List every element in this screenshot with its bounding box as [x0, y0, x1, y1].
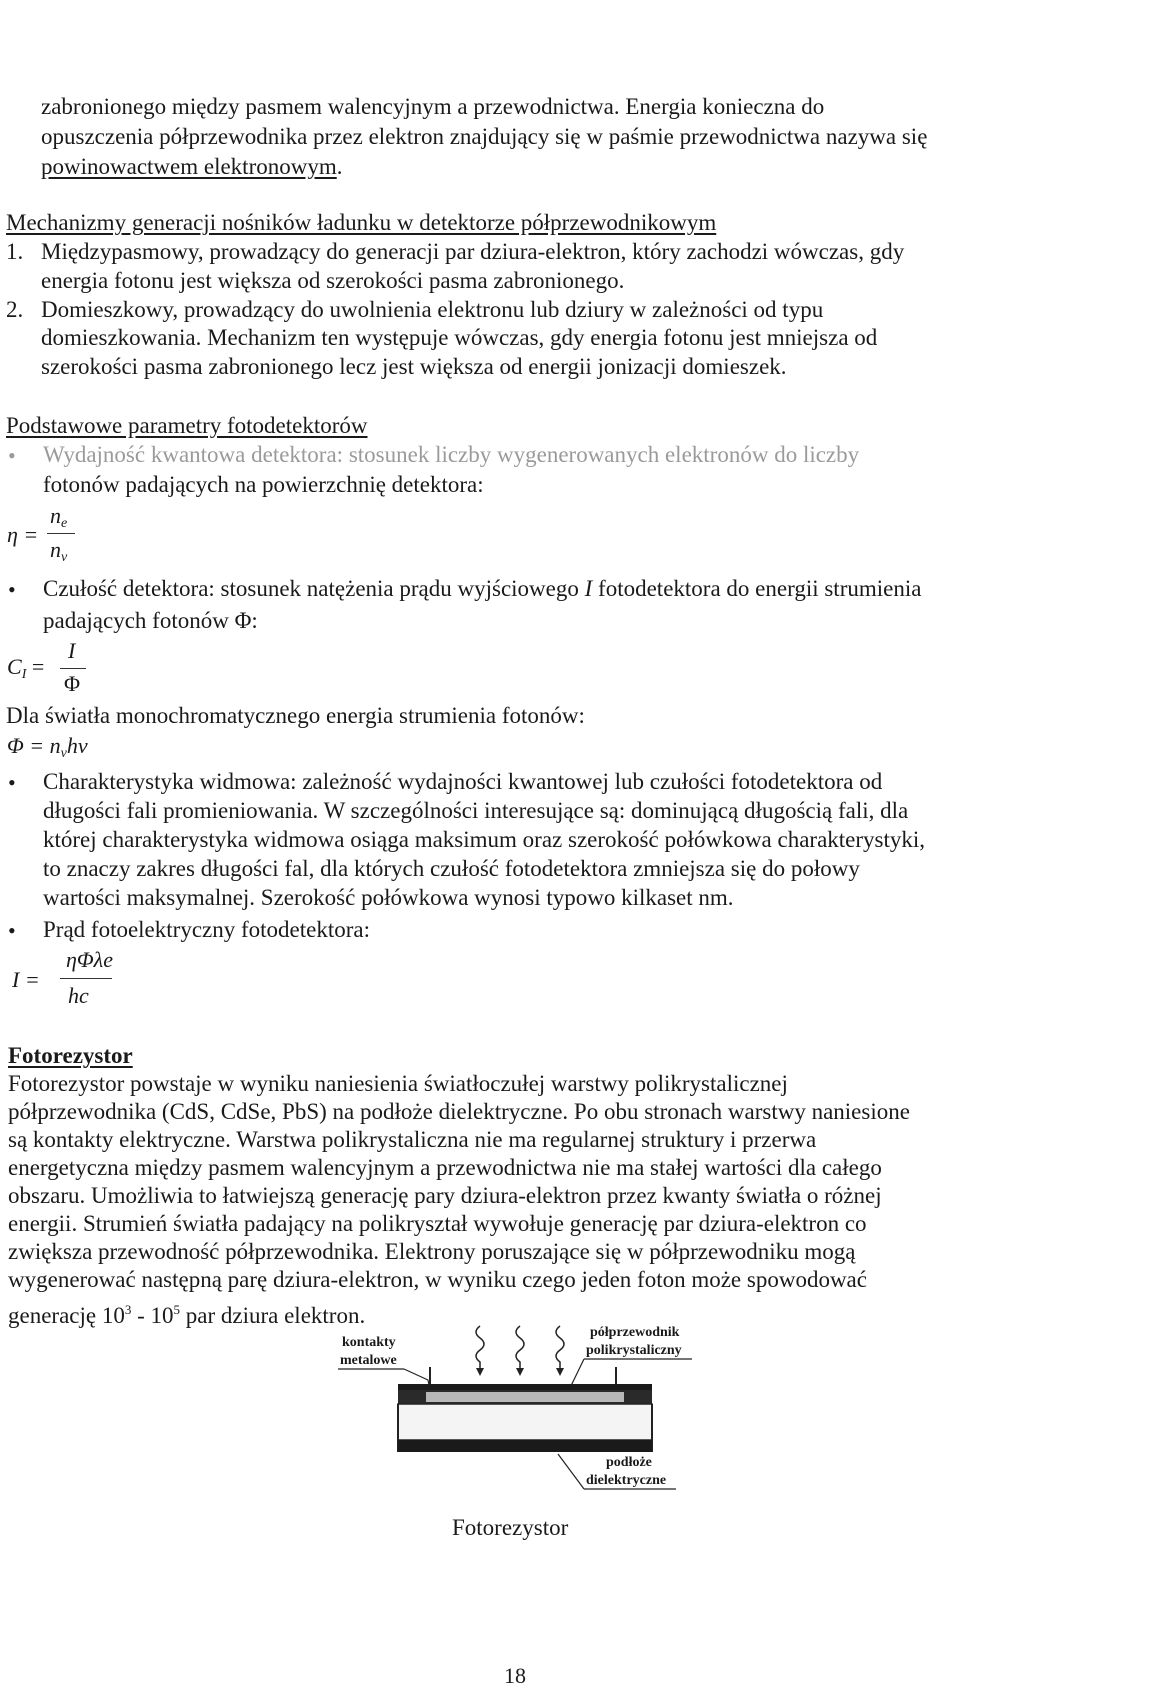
- bullet-dot: •: [8, 577, 16, 602]
- label-substrate-1: podłoże: [606, 1455, 652, 1470]
- foto-line-8: wygenerować następną parę dziura-elektron, w wyniku czego jeden foton może spowodować: [8, 1267, 867, 1292]
- mech-2-number: 2.: [6, 297, 24, 322]
- sens-lhs: $C_I$ =: [7, 654, 45, 682]
- mech-1-number: 1.: [6, 239, 24, 264]
- label-contacts-2: metalowe: [340, 1353, 397, 1368]
- light-ray-2: [516, 1326, 524, 1370]
- foto-line-3: są kontakty elektryczne. Warstwa polikrystaliczna nie ma regularnej struktury i przerwa: [8, 1127, 817, 1152]
- spec-line-2: długości fali promieniowania. W szczególności interesujące są: dominującą długością fali, dla: [43, 798, 909, 823]
- sens-line-2: padających fotonów Φ:: [43, 608, 258, 633]
- qe-definition: Wydajność kwantowa detektora: stosunek liczby wygenerowanych elektronów do liczby: [43, 442, 860, 467]
- mechanisms-heading: Mechanizmy generacji nośników ładunku w detektorze półprzewodnikowym: [6, 210, 717, 235]
- light-ray-3: [556, 1326, 564, 1370]
- mech-2-line-2: domieszkowania. Mechanizm ten występuje wówczas, gdy energia fotonu jest mniejsza od: [41, 325, 878, 350]
- qe-line-2: fotonów padających na powierzchnię detektora:: [43, 472, 484, 497]
- fotorezystor-heading: Fotorezystor: [8, 1043, 133, 1068]
- eta-numerator: $n_e$: [50, 503, 68, 531]
- mono-line: Dla światła monochromatycznego energia strumienia fotonów:: [6, 703, 585, 728]
- eta-lhs: η =: [7, 522, 39, 547]
- page-number: 18: [504, 1663, 526, 1688]
- current-numerator: ηΦλe: [66, 947, 113, 972]
- phi-formula: $\Phi = n_\nu h\nu$: [7, 733, 88, 761]
- polycrystalline-layer: [426, 1392, 624, 1402]
- term-electron-affinity: powinowactwem elektronowym: [41, 154, 337, 179]
- sens-line-1: Czułość detektora: stosunek natężenia prądu wyjściowego I fotodetektora do energii strumienia: [43, 576, 922, 601]
- spec-line-5: wartości maksymalnej. Szerokość połówkowa wynosi typowo kilkaset nm.: [43, 885, 734, 910]
- mech-2-line-3: szerokości pasma zabronionego lecz jest większa od energii jonizacji domieszek.: [41, 354, 787, 379]
- foto-line-4: energetyczna między pasmem walencyjnym a przewodnictwa nie ma stałej wartości dla całego: [8, 1155, 882, 1180]
- intro-period: .: [336, 154, 343, 179]
- foto-line-5: obszaru. Umożliwia to łatwiejszą generację pary dziura-elektron przez kwanty światła o różnej: [8, 1183, 882, 1208]
- label-substrate-2: dielektryczne: [586, 1473, 667, 1488]
- spec-line-4: to znaczy zakres długości fal, dla których czułość fotodetektora zmniejsza się do połowy: [43, 856, 860, 881]
- mech-1-line-2: energia fotonu jest większa od szerokości pasma zabronionego.: [41, 268, 625, 293]
- foto-line-6: energii. Strumień światła padający na polikryształ wywołuje generację par dziura-elektron co: [8, 1211, 867, 1236]
- sens-denominator: Φ: [64, 671, 81, 696]
- label-poly-2: polikrystaliczny: [586, 1343, 682, 1358]
- mech-2-line-1: Domieszkowy, prowadzący do uwolnienia elektronu lub dziury w zależności od typu: [41, 297, 824, 322]
- substrate-gap: [398, 1404, 652, 1440]
- dielectric-substrate: [398, 1440, 652, 1452]
- foto-line-1: Fotorezystor powstaje w wyniku naniesienia światłoczułej warstwy polikrystalicznej: [8, 1071, 788, 1096]
- intro-line-2: opuszczenia półprzewodnika przez elektron znajdujący się w paśmie przewodnictwa nazywa się: [41, 124, 928, 149]
- substrate-leader-line: [558, 1454, 584, 1489]
- bullet-dot: •: [8, 770, 16, 795]
- params-heading: Podstawowe parametry fotodetektorów: [6, 413, 368, 438]
- light-rays: [476, 1326, 564, 1370]
- diagram-caption: Fotorezystor: [452, 1515, 569, 1540]
- current-denominator: hc: [68, 983, 89, 1008]
- bullet-dot: •: [8, 443, 16, 468]
- foto-line-7: zwiększa przewodność półprzewodnika. Elektrony poruszające się w półprzewodniku mogą: [8, 1239, 856, 1264]
- light-ray-arrowheads: [476, 1368, 564, 1376]
- intro-line-1: zabronionego między pasmem walencyjnym a przewodnictwa. Energia konieczna do: [41, 94, 825, 119]
- spec-line-3: której charakterystyka widmowa osiąga maksimum oraz szerokość połówkowa charakterystyki,: [43, 827, 926, 852]
- mech-1-line-1: Międzypasmowy, prowadzący do generacji par dziura-elektron, który zachodzi wówczas, gdy: [41, 239, 905, 264]
- current-lhs: I =: [12, 967, 40, 992]
- spec-line-1: Charakterystyka widmowa: zależność wydajności kwantowej lub czułości fotodetektora od: [43, 769, 883, 794]
- eta-denominator: $n_\nu$: [50, 537, 68, 565]
- bullet-dot: •: [8, 918, 16, 943]
- foto-line-9: generację $10^3 - 10^5$ par dziura elektron.: [8, 1302, 366, 1328]
- label-contacts-1: kontakty: [342, 1335, 396, 1350]
- foto-line-2: półprzewodnika (CdS, CdSe, PbS) na podłoże dielektryczne. Po obu stronach warstwy naniesione: [8, 1099, 910, 1124]
- current-line: Prąd fotoelektryczny fotodetektora:: [43, 917, 370, 942]
- top-metal-bar: [398, 1384, 652, 1390]
- sens-numerator: I: [68, 638, 76, 663]
- light-ray-1: [476, 1326, 484, 1370]
- label-poly-1: półprzewodnik: [590, 1325, 680, 1340]
